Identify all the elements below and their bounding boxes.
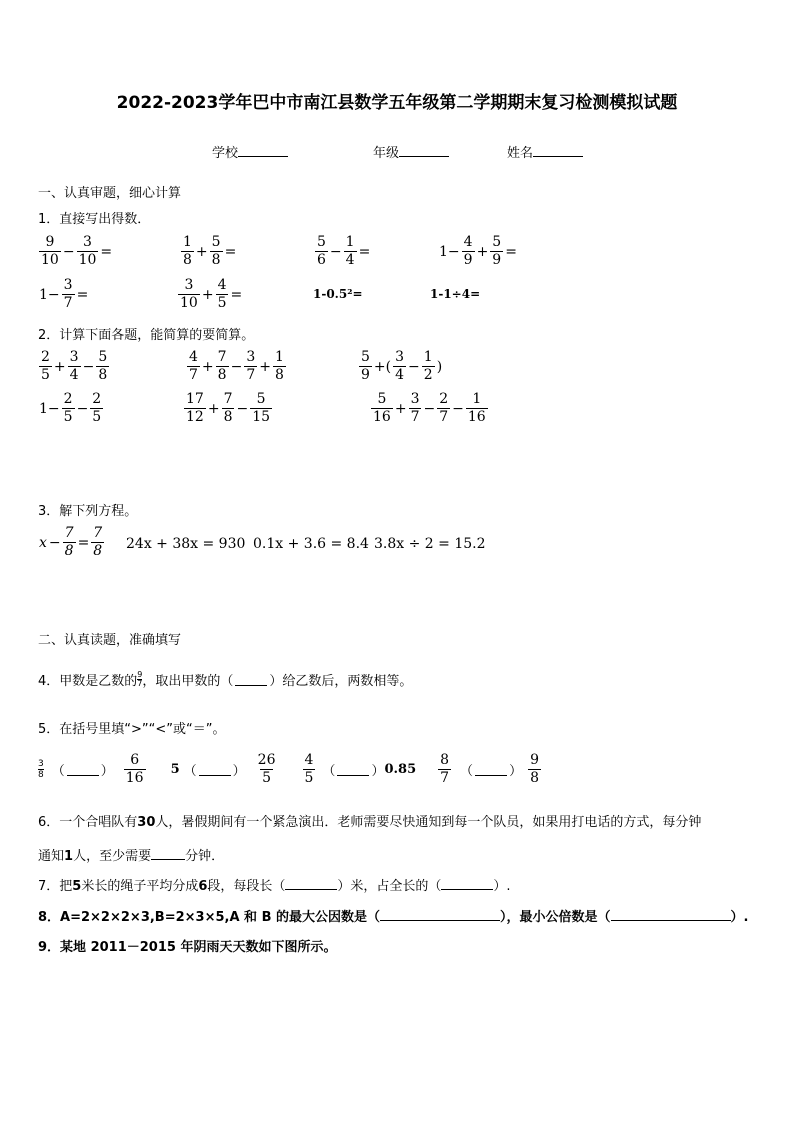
denominator: 8 xyxy=(183,252,192,268)
q7-answer-blank-2[interactable] xyxy=(441,877,493,890)
q6-text-e: 分钟． xyxy=(185,849,225,864)
operator: ) xyxy=(436,358,443,375)
q8-answer-blank-2[interactable] xyxy=(611,908,731,921)
fraction xyxy=(39,349,52,384)
fraction xyxy=(63,525,76,560)
q8-text-b: ），最小公倍数是（ xyxy=(500,910,611,925)
operator: = xyxy=(230,286,243,303)
denominator: 8 xyxy=(217,367,227,383)
numerator: 2 xyxy=(41,349,50,365)
q2-expr-6 xyxy=(370,391,489,426)
numerator: 7 xyxy=(64,525,74,541)
denominator: 9 xyxy=(492,252,502,268)
q5-item1-blank[interactable] xyxy=(67,763,99,776)
numerator: 1 xyxy=(423,349,433,365)
q5-item1-left xyxy=(38,759,44,780)
numerator: 3 xyxy=(69,349,79,365)
q2-expr-3 xyxy=(358,349,443,384)
q5-item3-left-den: 5 xyxy=(304,770,314,786)
q9: 9．某地 2011－2015 年阴雨天天数如下图所示。 xyxy=(38,940,337,955)
fraction xyxy=(462,234,475,269)
denominator: 8 xyxy=(211,252,221,268)
q8-text-a: 8．A=2×2×2×3,B=2×3×5,A 和 B 的最大公因数是（ xyxy=(38,910,381,925)
numerator: 7 xyxy=(93,525,103,541)
q1-label: 1．直接写出得数． xyxy=(38,212,151,227)
fraction xyxy=(210,234,223,269)
q1-expr-5 xyxy=(38,277,89,312)
fraction xyxy=(393,349,406,384)
q5-item2-left: 5 xyxy=(170,762,180,777)
grade-field xyxy=(373,142,449,161)
denominator: 10 xyxy=(78,252,97,268)
fraction xyxy=(68,349,81,384)
fraction xyxy=(250,391,272,426)
numerator: 4 xyxy=(189,349,198,365)
term: 1− xyxy=(39,400,60,417)
numerator: 4 xyxy=(463,234,473,250)
q5-item2-right-den: 5 xyxy=(262,770,272,786)
q5-item3-left-num: 4 xyxy=(304,752,314,768)
numerator: 3 xyxy=(410,391,420,407)
operator: + xyxy=(394,400,407,417)
q5-item2-blank[interactable] xyxy=(199,763,231,776)
q8 xyxy=(38,906,748,925)
numerator: 5 xyxy=(211,234,221,250)
denominator: 16 xyxy=(373,409,391,425)
q3-label: 3．解下列方程。 xyxy=(38,504,138,519)
school-field xyxy=(212,142,288,161)
fraction xyxy=(216,349,229,384)
numerator: 9 xyxy=(45,234,55,250)
fraction xyxy=(184,391,206,426)
fraction xyxy=(77,234,99,269)
fraction xyxy=(273,349,286,384)
denominator: 4 xyxy=(345,252,355,268)
operator: − xyxy=(236,400,249,417)
operator: = xyxy=(100,243,113,260)
q4-answer-blank[interactable] xyxy=(235,673,267,686)
denominator: 8 xyxy=(98,367,108,383)
operator: − xyxy=(82,358,95,375)
q5-item3-right: 0.85 xyxy=(384,762,417,777)
q5-item2-right xyxy=(256,752,278,787)
operator: +( xyxy=(373,358,392,375)
denominator: 7 xyxy=(63,295,73,311)
denominator: 7 xyxy=(246,367,256,383)
numerator: 5 xyxy=(98,349,108,365)
denominator: 12 xyxy=(186,409,204,425)
q7-answer-blank-1[interactable] xyxy=(285,877,337,890)
q3-equation-3: 0.1x + 3.6 = 8.4 xyxy=(253,536,369,552)
numerator: 5 xyxy=(377,391,387,407)
numerator: 3 xyxy=(246,349,256,365)
denominator: 6 xyxy=(317,252,326,268)
fraction xyxy=(187,349,200,384)
denominator: 9 xyxy=(361,367,370,383)
numerator: 5 xyxy=(361,349,370,365)
denominator: 8 xyxy=(223,409,233,425)
denominator: 7 xyxy=(410,409,420,425)
fraction xyxy=(96,349,109,384)
denominator: 10 xyxy=(180,295,198,311)
q7-text-a: 7．把 xyxy=(38,879,73,894)
fraction xyxy=(315,234,328,269)
section1-heading: 一、认真审题，细心计算 xyxy=(38,186,182,201)
q2-expr-4 xyxy=(38,391,104,426)
fraction xyxy=(91,525,104,560)
numerator: 3 xyxy=(83,234,92,250)
q6-text-a: 6．一个合唱队有 xyxy=(38,815,138,830)
q5-comparisons: $\frac{3}{8}$ （ ） $\frac{6}{16}$ 5 （ ） $\frac{26}{5}$ $\frac{4}{5}$ （ ） 0.85 $\frac{8}{7}$ （ ） $\frac{9}{8}$ xyxy=(38,752,539,786)
q7 xyxy=(38,875,511,894)
fraction xyxy=(244,349,257,384)
denominator: 7 xyxy=(189,367,198,383)
q5-item3-left xyxy=(303,752,316,787)
fraction xyxy=(344,234,357,269)
q5-item4-right-num: 9 xyxy=(530,752,539,768)
fraction xyxy=(62,277,75,312)
q5-item2-right-num: 26 xyxy=(257,752,276,768)
q4-text-post: ）给乙数后，两数相等。 xyxy=(269,674,413,689)
name-field xyxy=(507,142,583,161)
q4-fraction-denominator: 7 xyxy=(137,679,143,688)
q1-expr-6 xyxy=(177,277,243,312)
fraction xyxy=(422,349,435,384)
q6-number-per-call: 1 xyxy=(64,849,74,864)
q5-item4-blank[interactable] xyxy=(475,763,507,776)
numerator: 5 xyxy=(317,234,326,250)
fraction xyxy=(178,277,200,312)
q7-text-c: 段，每段长（ xyxy=(207,879,286,894)
q6-text-b: 人，暑假期间有一个紧急演出．老师需要尽快通知到每一个队员，如果用打电话的方式，每分钟 xyxy=(155,815,702,830)
q8-answer-blank-1[interactable] xyxy=(380,908,500,921)
denominator: 5 xyxy=(41,367,50,383)
operator: = xyxy=(358,243,371,260)
q6-line1 xyxy=(38,811,701,830)
q7-text-b: 米长的绳子平均分成 xyxy=(81,879,199,894)
page-title: 2022-2023学年巴中市南江县数学五年级第二学期期末复习检测模拟试题 xyxy=(116,93,678,113)
q5-item1-left-num: 3 xyxy=(38,759,44,769)
operator: − xyxy=(423,400,436,417)
denominator: 5 xyxy=(63,409,73,425)
numerator: 1 xyxy=(345,234,355,250)
q2-label: 2．计算下面各题，能简算的要简算。 xyxy=(38,328,255,343)
operator: + xyxy=(259,358,271,375)
operator: − xyxy=(76,400,89,417)
q5-item1-right-den: 16 xyxy=(125,770,144,786)
denominator: 16 xyxy=(467,409,486,425)
q5-item1-right-num: 6 xyxy=(130,752,140,768)
q6-line2 xyxy=(38,845,224,864)
fraction xyxy=(222,391,235,426)
fraction xyxy=(371,391,393,426)
numerator: 3 xyxy=(395,349,405,365)
fraction xyxy=(39,234,61,269)
denominator: 4 xyxy=(69,367,79,383)
operator: + xyxy=(53,358,66,375)
fraction xyxy=(466,391,488,426)
q6-text-c: 通知 xyxy=(38,849,65,864)
numerator: 4 xyxy=(217,277,227,293)
numerator: 3 xyxy=(63,277,73,293)
numerator: 1 xyxy=(183,234,192,250)
q5-item1-left-den: 8 xyxy=(38,770,44,780)
denominator: 8 xyxy=(64,543,74,559)
denominator: 5 xyxy=(217,295,227,311)
grade-blank[interactable] xyxy=(399,144,449,157)
operator: + xyxy=(201,286,214,303)
q1-expr-1 xyxy=(38,234,113,269)
q5-item4-left-den: 7 xyxy=(440,770,450,786)
fraction xyxy=(359,349,372,384)
q1-expr-2 xyxy=(180,234,237,269)
q5-item4-left xyxy=(438,752,451,787)
denominator: 7 xyxy=(439,409,449,425)
q7-number-segments: 6 xyxy=(198,879,208,894)
denominator: 5 xyxy=(92,409,102,425)
fraction xyxy=(62,391,75,426)
term: 1− xyxy=(39,286,60,303)
operator: + xyxy=(207,400,220,417)
q3-equation-2: 24x + 38x = 930 xyxy=(126,536,246,552)
denominator: 10 xyxy=(41,252,59,268)
q8-text-c: ）. xyxy=(730,910,749,925)
numerator: 1 xyxy=(472,391,482,407)
school-blank[interactable] xyxy=(238,144,288,157)
school-label: 学校 xyxy=(212,146,239,161)
q1-expr-4 xyxy=(438,234,518,269)
operator: − xyxy=(48,534,61,551)
q5-item1-right xyxy=(124,752,146,787)
q5-item3-blank[interactable] xyxy=(337,763,369,776)
fraction xyxy=(181,234,194,269)
denominator: 8 xyxy=(274,367,284,383)
q4-text-pre: 4．甲数是乙数的 xyxy=(38,674,138,689)
operator: + xyxy=(201,358,214,375)
operator: = xyxy=(76,286,89,303)
fraction xyxy=(437,391,450,426)
q3-equation-1 xyxy=(38,525,105,560)
fraction xyxy=(490,234,503,269)
q2-expr-2 xyxy=(186,349,287,384)
q2-expr-1 xyxy=(38,349,110,384)
numerator: 2 xyxy=(439,391,449,407)
numerator: 5 xyxy=(256,391,266,407)
numerator: 7 xyxy=(223,391,233,407)
numerator: 17 xyxy=(186,391,204,407)
operator: − xyxy=(452,400,464,417)
grade-label: 年级 xyxy=(373,146,400,161)
operator: = xyxy=(505,243,517,260)
fraction xyxy=(409,391,422,426)
q6-number-members: 30 xyxy=(137,815,156,830)
name-label: 姓名 xyxy=(507,146,534,161)
name-blank[interactable] xyxy=(533,144,583,157)
term: x xyxy=(39,534,47,551)
denominator: 15 xyxy=(252,409,271,425)
q2-expr-5 xyxy=(183,391,273,426)
numerator: 1 xyxy=(274,349,284,365)
operator: = xyxy=(224,243,237,260)
operator: − xyxy=(62,243,75,260)
numerator: 7 xyxy=(217,349,227,365)
denominator: 8 xyxy=(93,543,103,559)
operator: + xyxy=(476,243,489,260)
operator: − xyxy=(408,358,420,375)
term: 1− xyxy=(439,243,460,260)
q7-text-d: ）米，占全长的（ xyxy=(337,879,442,894)
q5-item4-right xyxy=(528,752,541,787)
numerator: 2 xyxy=(63,391,73,407)
denominator: 4 xyxy=(395,367,405,383)
denominator: 2 xyxy=(423,367,433,383)
operator: = xyxy=(77,534,90,551)
q4-text-mid: ，取出甲数的（ xyxy=(142,674,234,689)
denominator: 9 xyxy=(463,252,473,268)
operator: + xyxy=(195,243,208,260)
q1-expr-7: 1-0.5²= xyxy=(313,287,363,301)
q4-fraction-numerator: 9 xyxy=(137,670,143,679)
q5-item4-left-num: 8 xyxy=(440,752,450,768)
numerator: 5 xyxy=(492,234,502,250)
q7-text-e: ）. xyxy=(493,879,511,894)
q4 xyxy=(38,670,412,689)
fraction xyxy=(90,391,103,426)
section2-heading: 二、认真读题，准确填写 xyxy=(38,633,182,648)
q3-equation-4: 3.8x ÷ 2 = 15.2 xyxy=(374,536,486,552)
operator: − xyxy=(329,243,342,260)
q5-item4-right-den: 8 xyxy=(530,770,539,786)
q6-text-d: 人，至少需要 xyxy=(73,849,152,864)
q6-answer-blank[interactable] xyxy=(151,847,185,860)
q1-expr-3 xyxy=(314,234,371,269)
numerator: 2 xyxy=(92,391,102,407)
fraction xyxy=(216,277,229,312)
q1-expr-8: 1-1÷4= xyxy=(430,287,481,301)
operator: − xyxy=(230,358,243,375)
q5-label: 5．在括号里填“>”“<”或“＝”。 xyxy=(38,722,226,737)
q7-number-length: 5 xyxy=(72,879,82,894)
numerator: 3 xyxy=(184,277,194,293)
